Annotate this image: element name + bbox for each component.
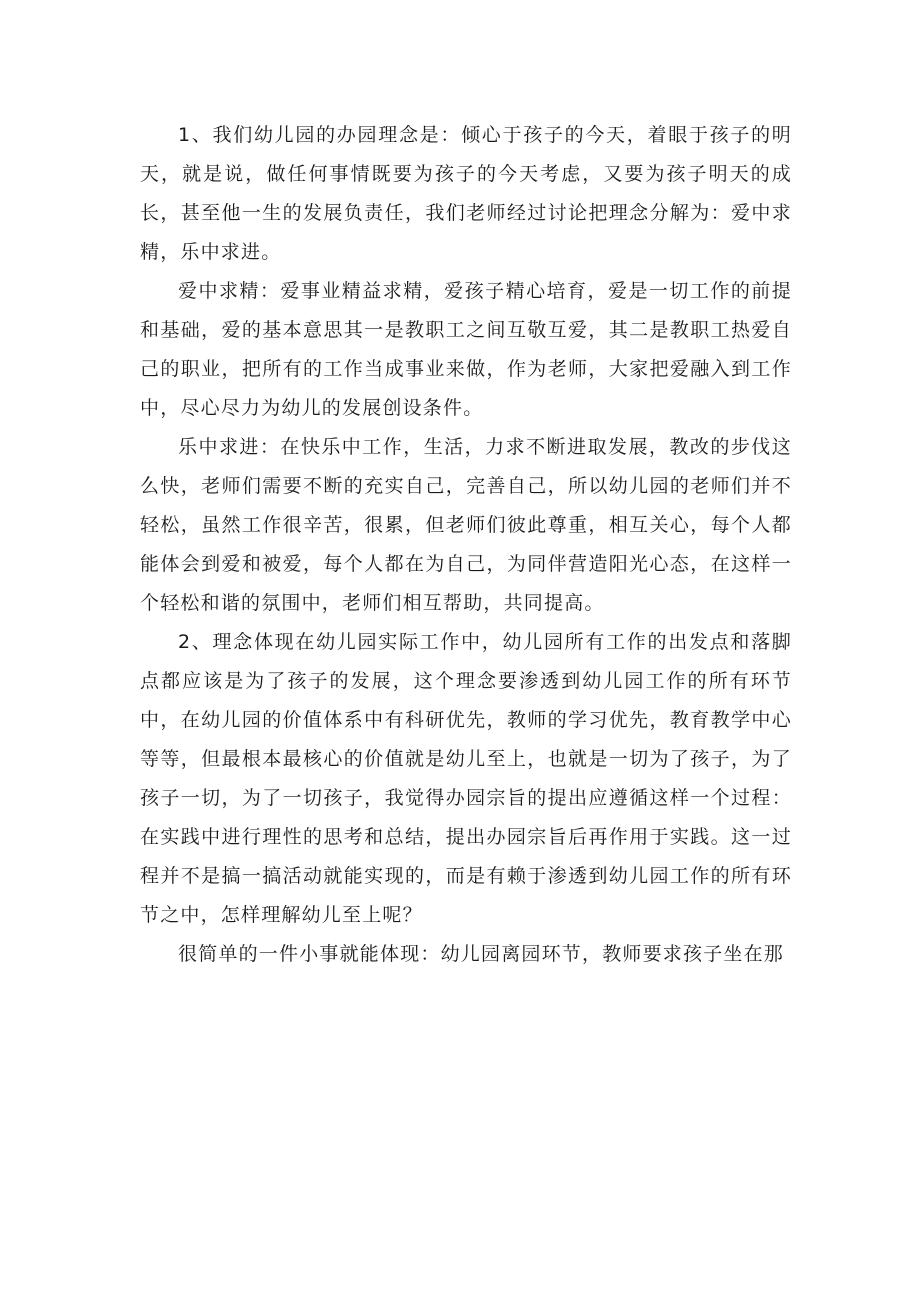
paragraph-philosophy-in-practice: 2、理念体现在幼儿园实际工作中，幼儿园所有工作的出发点和落脚点都应该是为了孩子的发展，这个理念要渗透到幼儿园工作的所有环节中，在幼儿园的价值体系中有科研优先，教师的学习优先，教育教学中心等等，但最根本最核心的价值就是幼儿至上，也就是一切为了孩子，为了孩子一切，为了一切孩子，我觉得办园宗旨的提出应遵循这样一个过程：在实践中进行理性的思考和总结，提出办园宗旨后再作用于实践。这一过程并不是搞一搞活动就能实现的，而是有赖于渗透到幼儿园工作的所有环节之中，怎样理解幼儿至上呢？ xyxy=(140,631,792,926)
document-body xyxy=(140,116,792,974)
paragraph-example: 很简单的一件小事就能体现：幼儿园离园环节，教师要求孩子坐在那 xyxy=(178,943,785,965)
paragraph-joy-pursue-progress: 乐中求进：在快乐中工作，生活，力求不断进取发展，教改的步伐这么快，老师们需要不断的充实自己，完善自己，所以幼儿园的老师们并不轻松，虽然工作很辛苦，很累，但老师们彼此尊重，相互关心，每个人都能体会到爱和被爱，每个人都在为自己，为同伴营造阳光心态，在这样一个轻松和谐的氛围中，老师们相互帮助，共同提高。 xyxy=(140,436,792,614)
paragraph-love-pursue-excellence: 爱中求精：爱事业精益求精，爱孩子精心培育，爱是一切工作的前提和基础，爱的基本意思其一是教职工之间互敬互爱，其二是教职工热爱自己的职业，把所有的工作当成事业来做，作为老师，大家把爱融入到工作中，尽心尽力为幼儿的发展创设条件。 xyxy=(140,280,792,419)
paragraph-philosophy: 1、我们幼儿园的办园理念是：倾心于孩子的今天，着眼于孩子的明天，就是说，做任何事情既要为孩子的今天考虑，又要为孩子明天的成长，甚至他一生的发展负责任，我们老师经过讨论把理念分解为：爱中求精，乐中求进。 xyxy=(140,124,792,263)
